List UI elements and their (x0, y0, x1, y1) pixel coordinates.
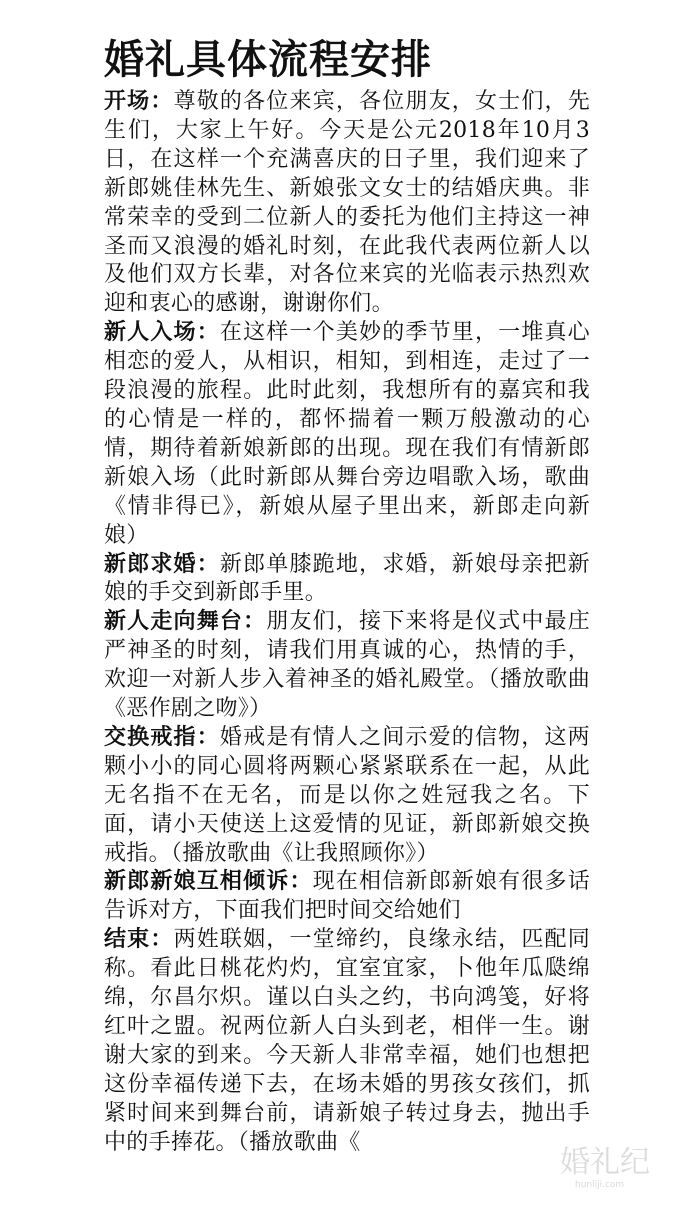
section-couple-entrance (104, 319, 590, 550)
section-opening (104, 88, 590, 319)
section-heading: 新人入场： (104, 320, 220, 346)
section-text: 两姓联姻，一堂缔约，良缘永结，匹配同称。看此日桃花灼灼，宜室宜家，卜他年瓜瓞绵绵，尔昌尔炽。谨以白头之约，书向鸿笺，好将红叶之盟。祝两位新人白头到老，相伴一生。谢谢大家的到来。今天新人非常幸福，她们也想把这份幸福传递下去，在场未婚的男孩女孩们，抓紧时间来到舞台前，请新娘子转过身去，抛出手中的手捧花。（播放歌曲《 (104, 927, 590, 1155)
section-text: 在这样一个美妙的季节里，一堆真心相恋的爱人，从相识，相知，到相连，走过了一段浪漫的旅程。此时此刻，我想所有的嘉宾和我的心情是一样的，都怀揣着一颗万般激动的心情，期待着新娘新郎的出现。现在我们有情新郎新娘入场（此时新郎从舞台旁边唱歌入场，歌曲《情非得已》，新娘从屋子里出来，新郎走向新娘） (104, 320, 590, 548)
document-body (104, 88, 590, 1158)
section-heading: 新郎求婚： (104, 551, 220, 577)
section-text: 现在相信新郎新娘有很多话告诉对方，下面我们把时间交给她们 (104, 869, 591, 924)
section-heading: 新郎新娘互相倾诉： (104, 869, 313, 895)
section-confession (104, 868, 590, 926)
section-text: 婚戒是有情人之间示爱的信物，这两颗小小的同心圆将两颗心紧紧联系在一起，从此无名指不在无名，而是以你之姓冠我之名。下面，请小天使送上这爱情的见证，新郎新娘交换戒指。（播放歌曲《让我照顾你》） (104, 724, 590, 866)
section-heading: 开场： (104, 89, 174, 114)
section-heading: 交换戒指： (104, 724, 220, 750)
watermark-url: hunliji.com (575, 1180, 625, 1190)
section-text: 新郎单膝跪地，求婚，新娘母亲把新娘的手交到新郎手里。 (104, 551, 590, 606)
watermark-logo: 婚礼纪 (560, 1145, 650, 1180)
section-heading: 新人走向舞台： (104, 609, 267, 635)
section-ring-exchange (104, 724, 590, 869)
section-text: 尊敬的各位来宾，各位朋友，女士们，先生们，大家上午好。今天是公元2018年10月3日，在这样一个充满喜庆的日子里，我们迎来了新郎姚佳林先生、新娘张文女士的结婚庆典。非常荣幸的受到二位新人的委托为他们主持这一神圣而又浪漫的婚礼时刻，在此我代表两位新人以及他们双方长辈，对各位来宾的光临表示热烈欢迎和衷心的感谢，谢谢你们。 (104, 89, 590, 317)
section-closing (104, 926, 590, 1157)
section-proposal (104, 551, 590, 609)
section-text: 朋友们，接下来将是仪式中最庄严神圣的时刻，请我们用真诚的心，热情的手，欢迎一对新人步入着神圣的婚礼殿堂。（播放歌曲《恶作剧之吻》） (104, 609, 590, 722)
section-to-stage (104, 608, 590, 724)
document-title: 婚礼具体流程安排 (104, 37, 432, 83)
section-heading: 结束： (104, 927, 174, 953)
